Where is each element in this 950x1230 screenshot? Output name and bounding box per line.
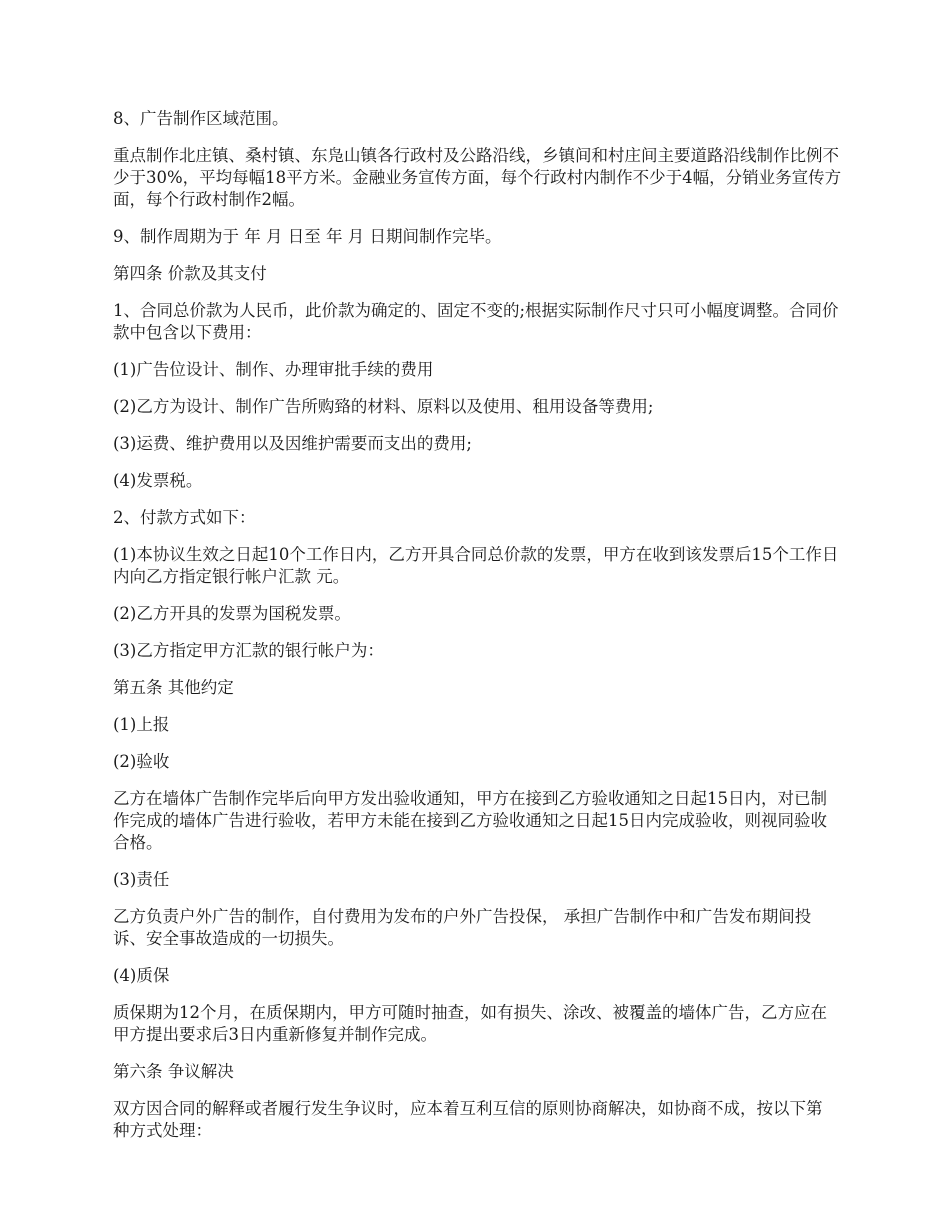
- fee-item-3: (3)运费、维护费用以及因维护需要而支出的费用;: [113, 434, 472, 453]
- fee-item-4: (4)发票税。: [113, 471, 203, 490]
- other-item-3: (3)责任: [113, 870, 170, 889]
- document-page: [113, 108, 843, 1157]
- payment-item-2: (2)乙方开具的发票为国税发票。: [113, 604, 351, 623]
- section-8-heading: 8、广告制作区域范围。: [113, 109, 289, 128]
- dispute-body: 双方因合同的解释或者履行发生争议时，应本着互利互信的原则协商解决，如协商不成，按以下第 种方式处理：: [113, 1099, 823, 1140]
- fee-item-2: (2)乙方为设计、制作广告所购臵的材料、原料以及使用、租用设备等费用;: [113, 397, 654, 416]
- article-4-item-2: 2、付款方式如下：: [113, 508, 256, 527]
- warranty-body: 质保期为12个月，在质保期内，甲方可随时抽查，如有损失、涂改、被覆盖的墙体广告，乙方应在甲方提出要求后3日内重新修复并制作完成。: [113, 1003, 827, 1044]
- payment-item-3: (3)乙方指定甲方汇款的银行帐户为：: [113, 641, 384, 660]
- responsibility-body: 乙方负责户外广告的制作，自付费用为发布的户外广告投保， 承担广告制作中和广告发布期间投诉、安全事故造成的一切损失。: [113, 907, 812, 948]
- section-9-heading: 9、制作周期为于 年 月 日至 年 月 日期间制作完毕。: [113, 227, 502, 246]
- section-8-body: 重点制作北庄镇、桑村镇、东凫山镇各行政村及公路沿线，乡镇间和村庄间主要道路沿线制作比例不少于30%，平均每幅18平方米。金融业务宣传方面，每个行政村内制作不少于4幅，分销业务宣传方面，每个行政村制作2幅。: [113, 146, 842, 209]
- article-4-item-1: 1、合同总价款为人民币，此价款为确定的、固定不变的;根据实际制作尺寸只可小幅度调整。合同价款中包含以下费用：: [113, 301, 839, 342]
- other-item-1: (1)上报: [113, 715, 170, 734]
- fee-item-1: (1)广告位设计、制作、办理审批手续的费用: [113, 360, 434, 379]
- article-4-title: 第四条 价款及其支付: [113, 264, 267, 283]
- article-5-title: 第五条 其他约定: [113, 678, 234, 697]
- article-6-title: 第六条 争议解决: [113, 1062, 234, 1081]
- payment-item-1: (1)本协议生效之日起10个工作日内，乙方开具合同总价款的发票，甲方在收到该发票后15个工作日内向乙方指定银行帐户汇款 元。: [113, 545, 839, 586]
- acceptance-body: 乙方在墙体广告制作完毕后向甲方发出验收通知，甲方在接到乙方验收通知之日起15日内，对已制作完成的墙体广告进行验收，若甲方未能在接到乙方验收通知之日起15日内完成验收，则视同验收合格。: [113, 789, 827, 852]
- other-item-4: (4)质保: [113, 966, 170, 985]
- other-item-2: (2)验收: [113, 752, 170, 771]
